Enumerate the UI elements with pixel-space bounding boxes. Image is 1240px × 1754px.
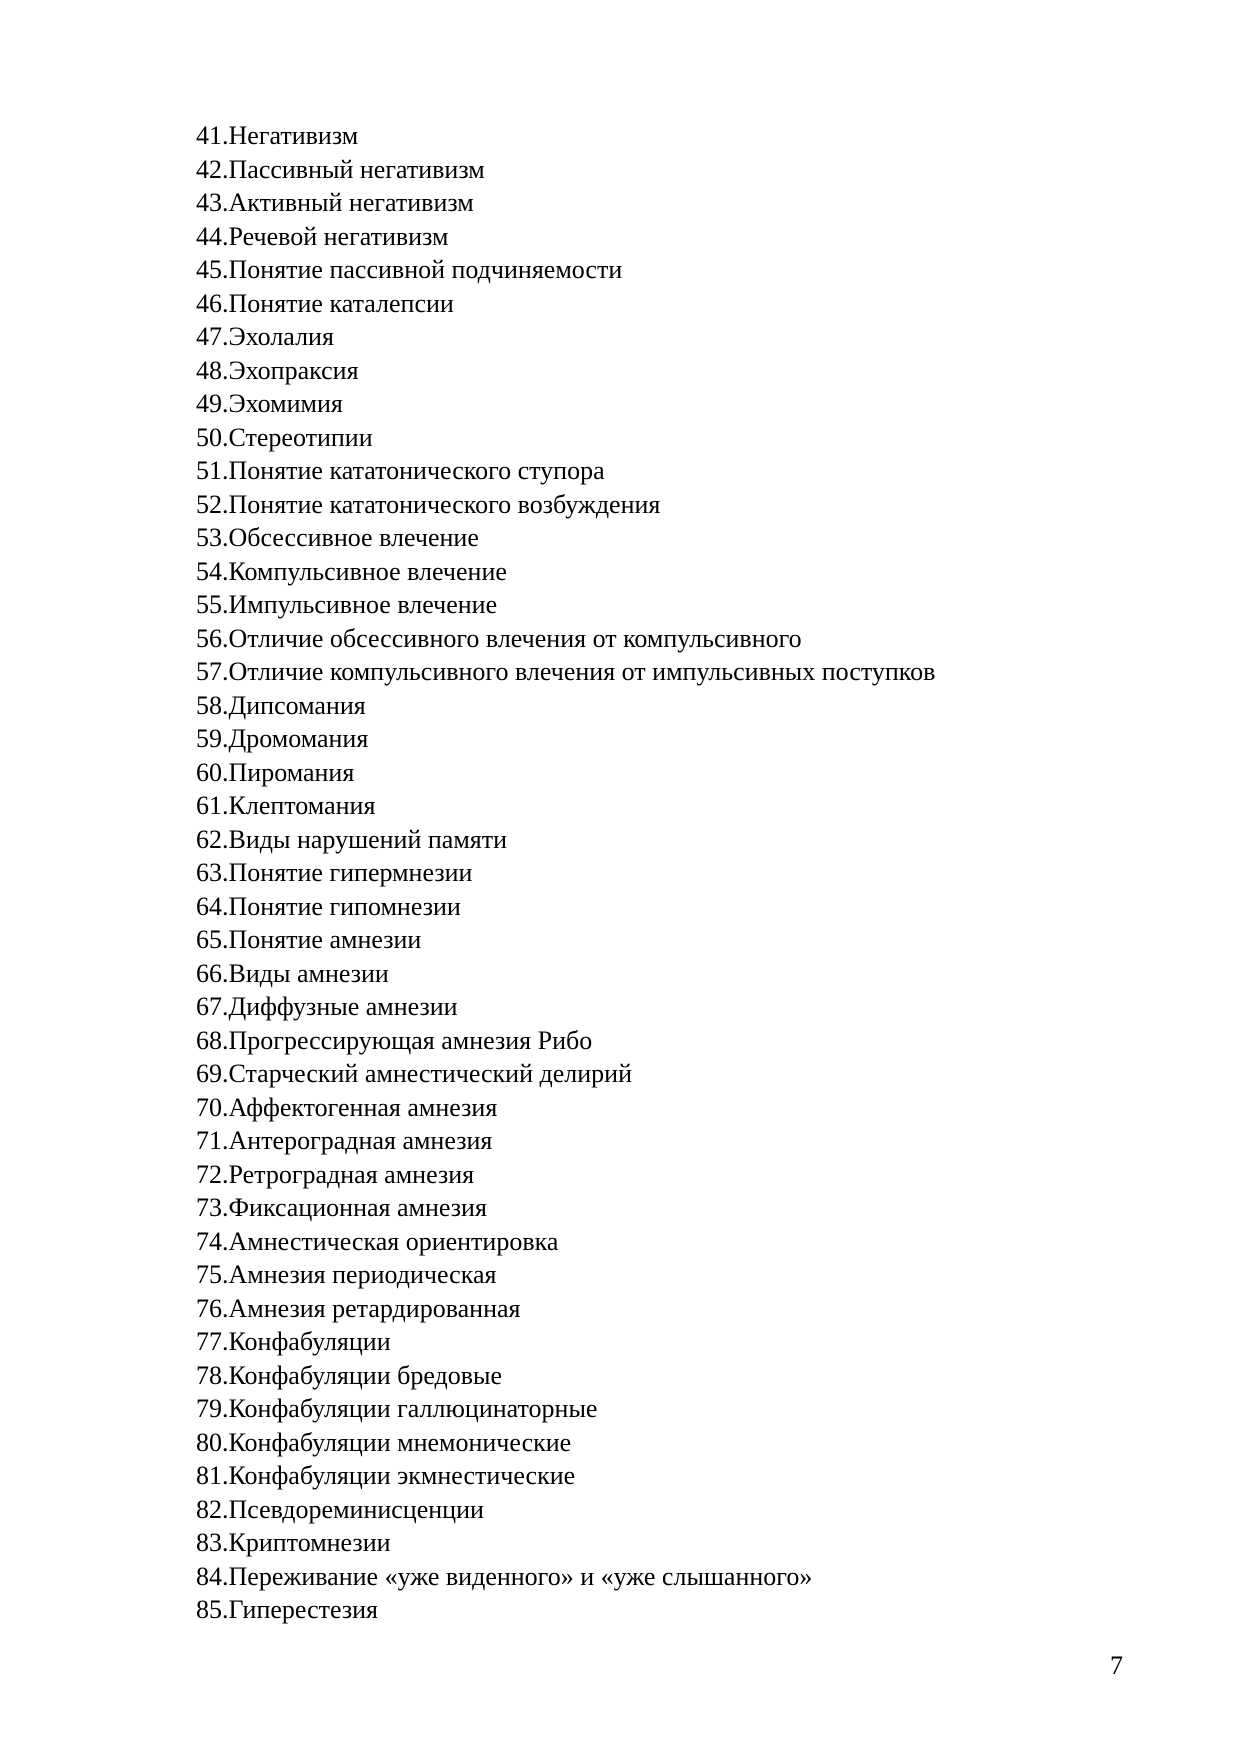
list-item [196, 1593, 935, 1627]
list-item-number: 69. [196, 1059, 229, 1088]
list-item-number: 68. [196, 1025, 229, 1055]
list-item [196, 387, 935, 421]
list-item [196, 186, 935, 220]
list-item-number: 50. [196, 422, 229, 452]
list-item-text: Конфабуляции мнемонические [228, 1427, 572, 1457]
list-item [196, 1459, 935, 1493]
list-item [196, 521, 935, 555]
list-item-text: Виды нарушений памяти [228, 824, 508, 854]
list-item-text: Компульсивное влечение [228, 556, 507, 586]
list-item-text: Отличие компульсивного влечения от импульсивных поступков [228, 657, 936, 686]
list-item-number: 57. [196, 657, 229, 686]
list-item-text: Клептомания [228, 791, 376, 820]
list-item [196, 320, 935, 354]
list-item-number: 59. [196, 724, 229, 753]
list-item-text: Понятие каталепсии [228, 288, 454, 318]
list-item-text: Псевдореминисценции [228, 1494, 484, 1524]
list-item-text: Криптомнезии [228, 1528, 391, 1557]
list-item-number: 67. [196, 992, 229, 1021]
list-item [196, 1359, 935, 1393]
list-item-number: 80. [196, 1427, 229, 1457]
list-item-number: 66. [196, 958, 229, 988]
list-item-text: Конфабуляции бредовые [228, 1360, 503, 1390]
list-item [196, 722, 935, 756]
list-item [196, 622, 935, 656]
list-item [196, 689, 935, 723]
list-item-text: Антероградная амнезия [228, 1126, 493, 1155]
list-item-number: 63. [196, 858, 229, 887]
list-item [196, 1024, 935, 1058]
list-item-number: 62. [196, 824, 229, 854]
list-item [196, 957, 935, 991]
list-item-text: Конфабуляции галлюцинаторные [228, 1394, 598, 1423]
list-item [196, 1057, 935, 1091]
list-item [196, 454, 935, 488]
list-item [196, 421, 935, 455]
list-item-number: 54. [196, 556, 229, 586]
list-item-number: 48. [196, 355, 229, 385]
list-item-text: Амнестическая ориентировка [228, 1226, 559, 1256]
list-item-text: Понятие кататонического возбуждения [228, 489, 661, 519]
list-item-number: 49. [196, 389, 229, 418]
list-item-number: 71. [196, 1126, 229, 1155]
list-item [196, 488, 935, 522]
list-item-number: 70. [196, 1092, 229, 1122]
list-item-text: Старческий амнестический делирий [228, 1059, 632, 1088]
list-item-text: Прогрессирующая амнезия Рибо [228, 1025, 593, 1055]
list-item [196, 655, 935, 689]
list-item-text: Отличие обсессивного влечения от компульсивного [228, 623, 802, 653]
list-item-number: 83. [196, 1528, 229, 1557]
list-item-text: Пассивный негативизм [228, 154, 485, 184]
list-item-number: 60. [196, 757, 229, 787]
list-item [196, 1560, 935, 1594]
list-item-number: 55. [196, 590, 229, 619]
list-item-text: Виды амнезии [228, 958, 389, 988]
list-item-number: 73. [196, 1193, 229, 1222]
list-item-text: Эхолалия [228, 322, 334, 351]
list-item-number: 53. [196, 523, 229, 552]
list-item-text: Понятие амнезии [228, 925, 422, 954]
list-item [196, 823, 935, 857]
list-item [196, 789, 935, 823]
list-item [196, 756, 935, 790]
list-item-number: 84. [196, 1561, 229, 1591]
list-item-number: 75. [196, 1260, 229, 1289]
list-item-text: Аффектогенная амнезия [228, 1092, 498, 1122]
list-item [196, 1225, 935, 1259]
list-item-text: Ретроградная амнезия [228, 1159, 475, 1189]
list-item-text: Гиперестезия [228, 1595, 378, 1624]
list-item-text: Дипсомания [228, 690, 366, 720]
list-item-text: Переживание «уже виденного» и «уже слышанного» [228, 1561, 813, 1591]
list-item-number: 65. [196, 925, 229, 954]
list-item-text: Стереотипии [228, 422, 373, 452]
list-item-text: Активный негативизм [228, 188, 474, 217]
list-item [196, 1392, 935, 1426]
list-item-number: 58. [196, 690, 229, 720]
list-item-text: Дромомания [228, 724, 369, 753]
list-item-text: Конфабуляции [228, 1327, 391, 1356]
list-item-text: Речевой негативизм [228, 221, 449, 251]
list-item-text: Амнезия периодическая [228, 1260, 497, 1289]
list-item-number: 56. [196, 623, 229, 653]
list-item-text: Эхопраксия [228, 355, 359, 385]
list-item [196, 253, 935, 287]
list-item-number: 52. [196, 489, 229, 519]
list-item [196, 1426, 935, 1460]
list-item [196, 354, 935, 388]
list-item-number: 72. [196, 1159, 229, 1189]
list-item-number: 51. [196, 456, 229, 485]
list-item-number: 81. [196, 1461, 229, 1490]
list-item-text: Импульсивное влечение [228, 590, 498, 619]
list-item [196, 923, 935, 957]
list-item-text: Негативизм [228, 121, 359, 150]
list-item [196, 1191, 935, 1225]
list-item-number: 77. [196, 1327, 229, 1356]
list-item-number: 42. [196, 154, 229, 184]
list-item-number: 46. [196, 288, 229, 318]
list-item [196, 153, 935, 187]
list-item [196, 1526, 935, 1560]
list-item-text: Понятие кататонического ступора [228, 456, 605, 485]
list-item [196, 1124, 935, 1158]
list-item-number: 45. [196, 255, 229, 284]
list-item-number: 74. [196, 1226, 229, 1256]
list-item-number: 44. [196, 221, 229, 251]
list-item [196, 119, 935, 153]
list-item [196, 890, 935, 924]
list-item [196, 1158, 935, 1192]
list-item-text: Эхомимия [228, 389, 343, 418]
list-item-number: 43. [196, 188, 229, 217]
list-item-text: Понятие гипермнезии [228, 858, 473, 887]
list-item [196, 1258, 935, 1292]
list-item-text: Фиксационная амнезия [228, 1193, 487, 1222]
list-item-number: 76. [196, 1293, 229, 1323]
list-item-number: 47. [196, 322, 229, 351]
list-item-number: 82. [196, 1494, 229, 1524]
list-item [196, 1292, 935, 1326]
list-item [196, 220, 935, 254]
list-item [196, 856, 935, 890]
list-item-number: 79. [196, 1394, 229, 1423]
list-item-text: Амнезия ретардированная [228, 1293, 521, 1323]
list-item [196, 1493, 935, 1527]
list-item-text: Обсессивное влечение [228, 523, 479, 552]
list-item-text: Понятие пассивной подчиняемости [228, 255, 623, 284]
list-item [196, 287, 935, 321]
list-item-number: 78. [196, 1360, 229, 1390]
list-item-text: Пиромания [228, 757, 355, 787]
list-item [196, 1325, 935, 1359]
list-item-text: Конфабуляции экмнестические [228, 1461, 576, 1490]
list-item-number: 85. [196, 1595, 229, 1624]
list-item [196, 555, 935, 589]
numbered-term-list [196, 119, 935, 1627]
list-item-number: 64. [196, 891, 229, 921]
list-item-text: Понятие гипомнезии [228, 891, 461, 921]
list-item-number: 61. [196, 791, 229, 820]
list-item [196, 990, 935, 1024]
list-item [196, 588, 935, 622]
list-item-text: Диффузные амнезии [228, 992, 458, 1021]
list-item-number: 41. [196, 121, 229, 150]
list-item [196, 1091, 935, 1125]
page-number: 7 [1110, 1651, 1123, 1680]
